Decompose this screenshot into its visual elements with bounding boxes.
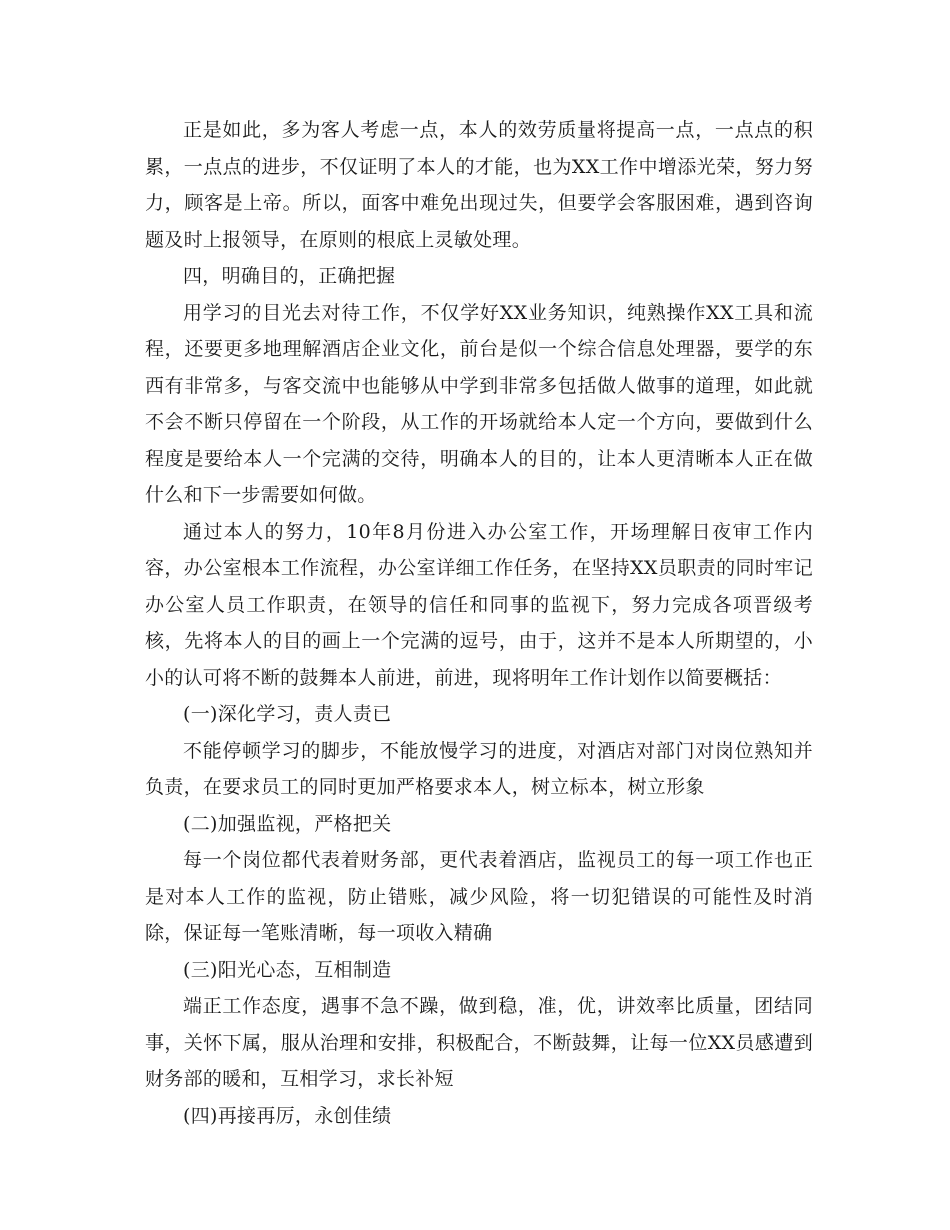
paragraph-5: 每一个岗位都代表着财务部，更代表着酒店，监视员工的每一项工作也正是对本人工作的监视，防止错账，减少风险，将一切犯错误的可能性及时消除，保证每一笔账清晰，每一项收入精确 xyxy=(145,849,813,944)
document-body xyxy=(145,112,813,1134)
paragraph-6: 端正工作态度，遇事不急不躁，做到稳，准，优，讲效率比质量，团结同事，关怀下属，服从治理和安排，积极配合，不断鼓舞，让每一位XX员感遭到财务部的暖和，互相学习，求长补短 xyxy=(145,995,813,1090)
paragraph-1: 正是如此，多为客人考虑一点，本人的效劳质量将提高一点，一点点的积累，一点点的进步，不仅证明了本人的才能，也为XX工作中增添光荣，努力努力，顾客是上帝。所以，面客中难免出现过失，但要学会客服困难，遇到咨询题及时上报领导，在原则的根底上灵敏处理。 xyxy=(145,119,813,251)
subheading-2: (二)加强监视，严格把关 xyxy=(183,812,392,835)
section-heading-4: 四，明确目的，正确把握 xyxy=(183,265,396,287)
subheading-1: (一)深化学习，责人责已 xyxy=(183,703,392,725)
paragraph-3: 通过本人的努力，10年8月份进入办公室工作，开场理解日夜审工作内容，办公室根本工作流程，办公室详细工作任务，在坚持XX员职责的同时牢记办公室人员工作职责，在领导的信任和同事的监视下，努力完成各项晋级考核，先将本人的目的画上一个完满的逗号，由于，这并不是本人所期望的，小小的认可将不断的鼓舞本人前进，前进，现将明年工作计划作以简要概括： xyxy=(145,520,813,689)
paragraph-2: 用学习的目光去对待工作，不仅学好XX业务知识，纯熟操作XX工具和流程，还要更多地理解酒店企业文化，前台是似一个综合信息处理器，要学的东西有非常多，与客交流中也能够从中学到非常多包括做人做事的道理，如此就不会不断只停留在一个阶段，从工作的开场就给本人定一个方向，要做到什么程度是要给本人一个完满的交待，明确本人的目的，让本人更清晰本人正在做什么和下一步需要如何做。 xyxy=(145,301,813,506)
subheading-3: (三)阳光心态，互相制造 xyxy=(183,958,392,981)
paragraph-4: 不能停顿学习的脚步，不能放慢学习的进度，对酒店对部门对岗位熟知并负责，在要求员工的同时更加严格要求本人，树立标本，树立形象 xyxy=(145,739,813,798)
subheading-4: (四)再接再厉，永创佳绩 xyxy=(183,1104,392,1127)
